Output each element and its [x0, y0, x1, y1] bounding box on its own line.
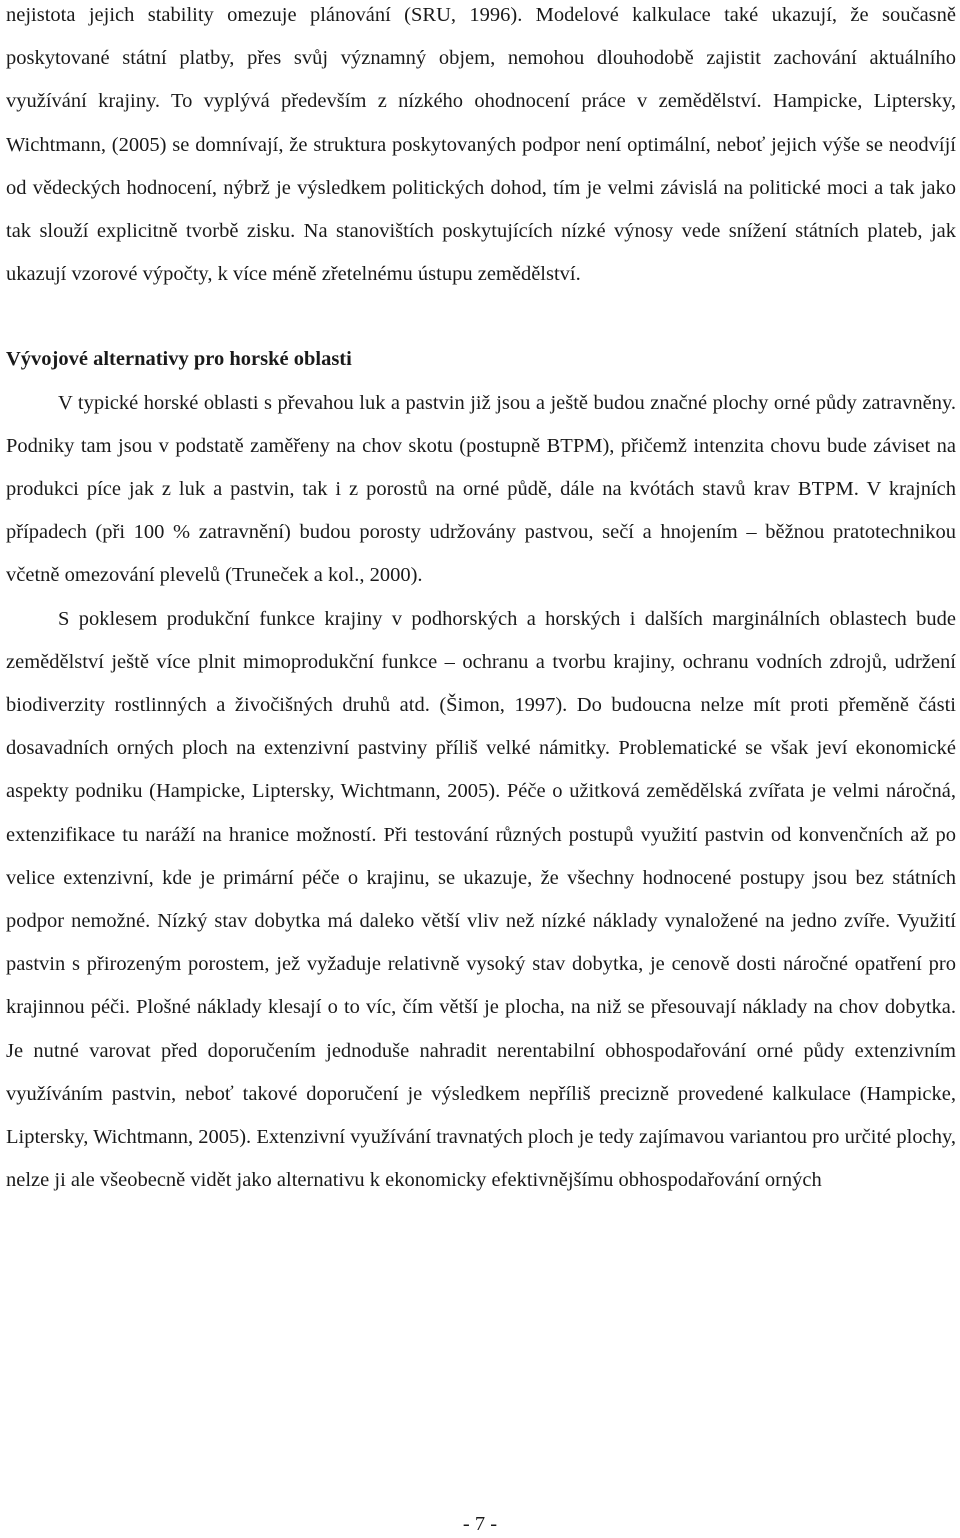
page-number: - 7 -	[462, 1513, 498, 1535]
paragraph-production-decline: S poklesem produkční funkce krajiny v podhorských a horských i dalších marginálních oblastech bude zemědělství ještě více plnit mimoprodukční funkce – ochranu a tvorbu krajiny, ochranu vodních zdrojů, udržení biodiverzity rostlinných a živočišných druhů atd. (Šimon, 1997). Do budoucna nelze mít proti přeměně části dosavadních orných ploch na extenzivní pastviny příliš velké námitky. Problematické se však jeví ekonomické aspekty podniku (Hampicke, Liptersky, Wichtmann, 2005). Péče o užitková zemědělská zvířata je velmi náročná, extenzifikace tu naráží na hranice možností. Při testování různých postupů využití pastvin od konvenčních až po velice extenzivní, kde je primární péče o krajinu, se ukazuje, že všechny hodnocené postupy jsou bez státních podpor nemožné. Nízký stav dobytka má daleko větší vliv než nízké náklady vynaložené na jedno zvíře. Využití pastvin s přirozeným porostem, jež vyžaduje relativně vysoký stav dobytka, je cenově dosti náročné opatření pro krajinnou péči. Plošné náklady klesají o to víc, čím větší je plocha, na niž se přesouvají náklady na chov dobytka. Je nutné varovat před doporučením jednoduše nahradit nerentabilní obhospodařování orné půdy extenzivním využíváním pastvin, neboť takové doporučení je výsledkem nepříliš precizně provedené kalkulace (Hampicke, Liptersky, Wichtmann, 2005). Extenzivní využívání travnatých ploch je tedy zajímavou variantou pro určité plochy, nelze ji ale všeobecně vidět jako alternativu k ekonomicky efektivnějšímu obhospodařování orných	[6, 607, 956, 1192]
paragraph-mountain-areas: V typické horské oblasti s převahou luk a pastvin již jsou a ještě budou značné plochy orné půdy zatravněny. Podniky tam jsou v podstatě zaměřeny na chov skotu (postupně BTPM), přičemž intenzita chovu bude záviset na produkci píce jak z luk a pastvin, tak i z porostů na orné půdě, dále na kvótách stavů krav BTPM. V krajních případech (při 100 % zatravnění) budou porosty udržovány pastvou, sečí a hnojením – běžnou pratotechnikou včetně omezování plevelů (Truneček a kol., 2000).	[6, 391, 956, 587]
section-heading: Vývojové alternativy pro horské oblasti	[6, 348, 352, 371]
paragraph-continuation: nejistota jejich stability omezuje plánování (SRU, 1996). Modelové kalkulace také ukazují, že současně poskytované státní platby, přes svůj významný objem, nemohou dlouhodobě zajistit zachování aktuálního využívání krajiny. To vyplývá především z nízkého ohodnocení práce v zemědělství. Hampicke, Liptersky, Wichtmann, (2005) se domnívají, že struktura poskytovaných podpor není optimální, neboť jejich výše se neodvíjí od vědeckých hodnocení, nýbrž je výsledkem politických dohod, tím je velmi závislá na politické moci a tak jako tak slouží explicitně tvorbě zisku. Na stanovištích poskytujících nízké výnosy vede snížení státních plateb, jak ukazují vzorové výpočty, k více méně zřetelnému ústupu zemědělství.	[6, 4, 956, 286]
document-page	[6, 0, 956, 1202]
